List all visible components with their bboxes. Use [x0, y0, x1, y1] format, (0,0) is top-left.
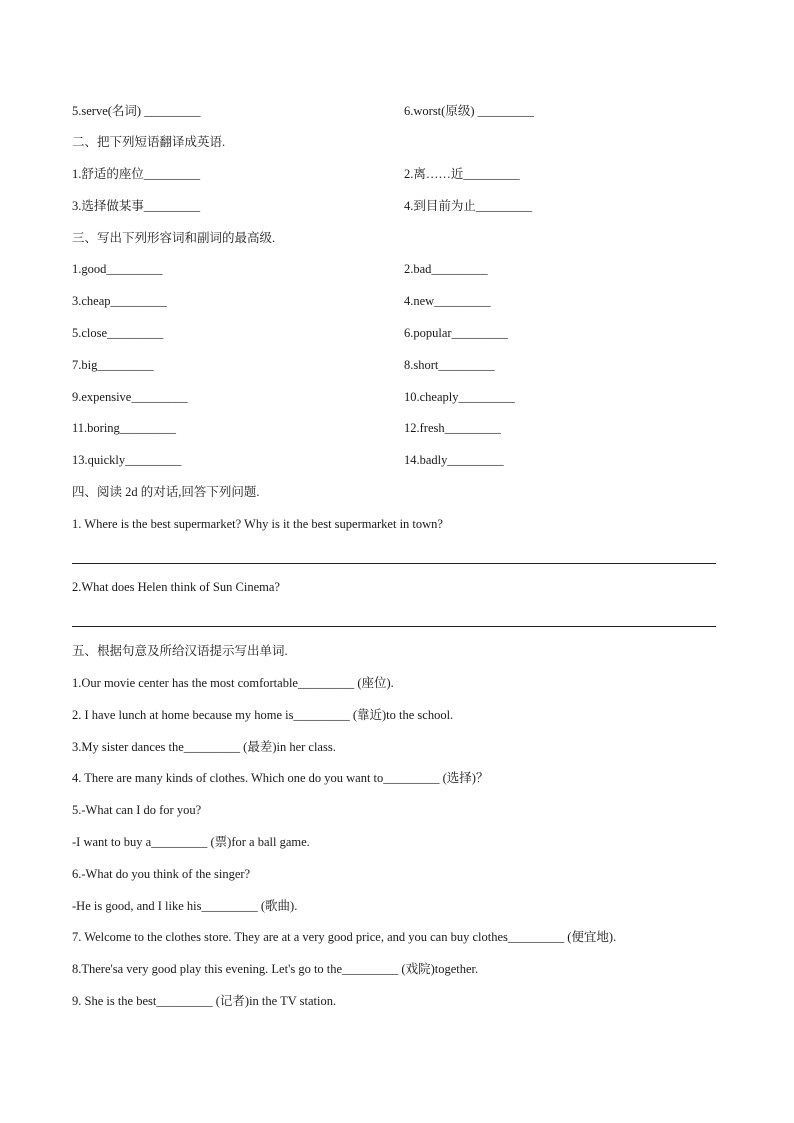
section5-line-4: 4. There are many kinds of clothes. Which one do you want to_________ (选择)？: [72, 771, 489, 785]
section5-line-5: 5.-What can I do for you?: [72, 803, 202, 817]
section5-line-6: -I want to buy a_________ (票)for a ball game.: [72, 835, 310, 849]
section5-line-8: -He is good, and I like his_________ (歌曲).: [72, 899, 298, 913]
section3-item-4: 4.new_________: [404, 294, 491, 308]
section3-item-8: 8.short_________: [404, 358, 495, 372]
section3-item-14: 14.badly_________: [404, 453, 504, 467]
answer-line-2[interactable]: [72, 626, 716, 627]
section5-line-1: 1.Our movie center has the most comfortable_________ (座位).: [72, 676, 394, 690]
section3-item-1: 1.good_________: [72, 262, 163, 276]
section2-heading: 二、把下列短语翻译成英语.: [72, 135, 226, 149]
section1-item-5: 5.serve(名词) _________: [72, 104, 201, 118]
section5-line-2: 2. I have lunch at home because my home is_________ (靠近)to the school.: [72, 708, 454, 722]
section5-line-9: 7. Welcome to the clothes store. They are at a very good price, and you can buy clothes_________ (便宜地).: [72, 930, 617, 944]
section3-heading: 三、写出下列形容词和副词的最高级.: [72, 231, 276, 245]
answer-line-1[interactable]: [72, 563, 716, 564]
section4-question-2: 2.What does Helen think of Sun Cinema?: [72, 580, 280, 594]
section3-item-2: 2.bad_________: [404, 262, 488, 276]
section5-line-3: 3.My sister dances the_________ (最差)in her class.: [72, 740, 336, 754]
section5-heading: 五、根据句意及所给汉语提示写出单词.: [72, 644, 288, 658]
section4-question-1: 1. Where is the best supermarket? Why is it the best supermarket in town?: [72, 517, 443, 531]
section5-line-7: 6.-What do you think of the singer?: [72, 867, 251, 881]
section3-item-5: 5.close_________: [72, 326, 164, 340]
section3-item-3: 3.cheap_________: [72, 294, 167, 308]
section3-item-10: 10.cheaply_________: [404, 390, 515, 404]
section3-item-13: 13.quickly_________: [72, 453, 182, 467]
section2-item-4: 4.到目前为止_________: [404, 199, 533, 213]
section3-item-6: 6.popular_________: [404, 326, 508, 340]
section5-line-11: 9. She is the best_________ (记者)in the TV station.: [72, 994, 337, 1008]
section2-item-2: 2.离……近_________: [404, 167, 520, 181]
section3-item-11: 11.boring_________: [72, 421, 177, 435]
section3-item-7: 7.big_________: [72, 358, 154, 372]
section4-heading: 四、阅读 2d 的对话,回答下列问题.: [72, 485, 260, 499]
section2-item-1: 1.舒适的座位_________: [72, 167, 201, 181]
section3-item-9: 9.expensive_________: [72, 390, 188, 404]
section5-line-10: 8.There'sa very good play this evening. Let's go to the_________ (戏院)together.: [72, 962, 479, 976]
section3-item-12: 12.fresh_________: [404, 421, 501, 435]
section1-item-6: 6.worst(原级) _________: [404, 104, 534, 118]
section2-item-3: 3.选择做某事_________: [72, 199, 201, 213]
